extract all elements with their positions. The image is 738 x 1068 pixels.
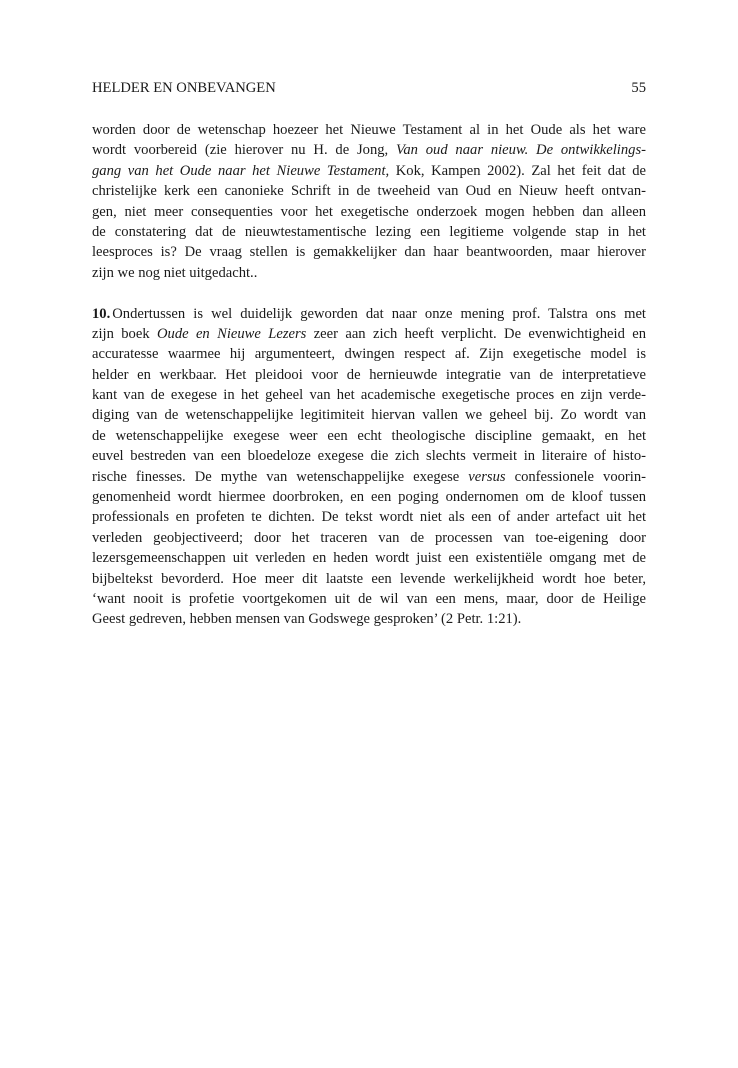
section-number: 10. xyxy=(92,305,111,322)
paragraph-2 xyxy=(92,304,646,630)
paragraph-spacer xyxy=(92,283,646,303)
text-line xyxy=(92,324,646,344)
text-line: euvel bestreden van een bloedeloze exegese die zich slechts vermeit in literaire of histo- xyxy=(92,448,646,465)
text-run: Ondertussen is wel duidelijk geworden dat naar onze mening prof. Talstra ons met xyxy=(112,305,646,322)
text-line: kant van de exegese in het geheel van het academische exegetische proces en zijn verde- xyxy=(92,387,646,404)
text-run: confessionele voorin- xyxy=(505,468,646,485)
text-line: professionals en profeten te dichten. De tekst wordt niet als een of ander artefact uit het xyxy=(92,509,646,526)
text-run: zijn boek xyxy=(92,325,157,342)
emphasis-italic: versus xyxy=(468,468,506,485)
text-line: gen, niet meer consequenties voor het exegetische onderzoek mogen hebben dan alleen xyxy=(92,203,646,220)
body-text xyxy=(92,120,646,630)
text-line: Geest gedreven, hebben mensen van Godswege gesproken’ (2 Petr. 1:21). xyxy=(92,611,522,628)
text-line: verleden geobjectiveerd; door het traceren van de processen van toe-eigening door xyxy=(92,529,646,546)
text-line: bijbeltekst bevorderd. Hoe meer dit laatste een levende werkelijkheid wordt hoe beter, xyxy=(92,570,646,587)
text-line: leesproces is? De vraag stellen is gemakkelijker dan haar beantwoorden, maar hierover xyxy=(92,244,646,261)
text-line xyxy=(92,140,646,160)
book-title-italic: Oude en Nieuwe Lezers xyxy=(156,325,307,342)
text-line: de wetenschappelijke exegese weer een echt theologische discipline gemaakt, en het xyxy=(92,427,646,444)
text-line: accuratesse waarmee hij argumenteert, dwingen respect af. Zijn exegetische model is xyxy=(92,346,646,363)
text-line: genomenheid wordt hiermee doorbroken, en een poging ondernomen om de kloof tussen xyxy=(92,489,646,506)
text-line: ‘want nooit is profetie voortgekomen uit de wil van een mens, maar, door de Heilige xyxy=(92,590,646,607)
text-run: rische finesses. De mythe van wetenschappelijke exegese xyxy=(92,468,469,485)
book-title-italic: Van oud naar nieuw. De ontwikkelings- xyxy=(396,142,646,159)
page-number: 55 xyxy=(631,80,646,96)
text-line: zijn we nog niet uitgedacht.. xyxy=(92,264,258,281)
text-line: helder en werkbaar. Het pleidooi voor de hernieuwde integratie van de interpretatieve xyxy=(92,366,646,383)
text-line xyxy=(92,161,646,181)
text-line: worden door de wetenschap hoezeer het Nieuwe Testament al in het Oude als het ware xyxy=(92,122,646,138)
text-run: wordt voorbereid (zie hierover nu H. de Jong, xyxy=(92,142,397,159)
text-line: christelijke kerk een canonieke Schrift in de tweeheid van Oud en Nieuw heeft ontvan- xyxy=(92,183,646,200)
text-line: de constatering dat de nieuwtestamentische lezing een legitieme volgende stap in het xyxy=(92,223,646,240)
book-title-italic: gang van het Oude naar het Nieuwe Testament, xyxy=(92,162,390,179)
running-head xyxy=(92,79,646,97)
text-line: diging van de wetenschappelijke legitimiteit hiervan vallen we geheel bij. Zo wordt van xyxy=(92,407,646,424)
text-line xyxy=(92,304,646,324)
running-title: HELDER EN ONBEVANGEN xyxy=(92,80,276,96)
text-run: zeer aan zich heeft verplicht. De evenwichtigheid en xyxy=(306,325,646,342)
text-line xyxy=(92,467,646,487)
text-line: lezersgemeenschappen uit verleden en heden wordt juist een existentiële omgang met de xyxy=(92,550,646,567)
paragraph-1 xyxy=(92,120,646,283)
text-run: Kok, Kampen 2002). Zal het feit dat de xyxy=(389,162,646,179)
